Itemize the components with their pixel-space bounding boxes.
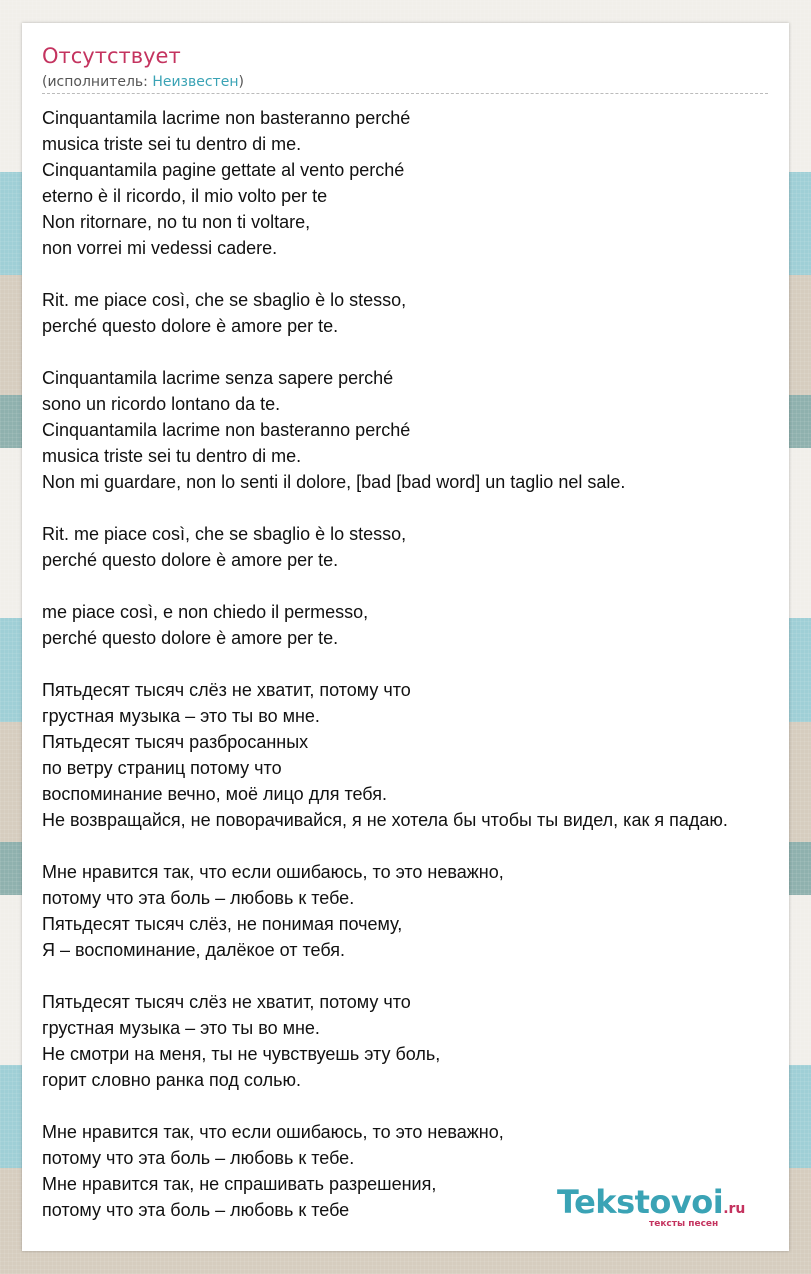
lyrics-line: perché questo dolore è amore per te.: [42, 316, 339, 336]
lyrics-stanza: [42, 599, 811, 651]
lyrics-line: горит словно ранка под солью.: [42, 1070, 302, 1090]
lyrics-line: musica triste sei tu dentro di me.: [42, 134, 302, 154]
lyrics-line: Пятьдесят тысяч слёз, не понимая почему,: [42, 914, 403, 934]
lyrics-line: Мне нравится так, что если ошибаюсь, то это неважно,: [42, 862, 504, 882]
lyrics-line: Cinquantamila lacrime non basteranno perché: [42, 108, 411, 128]
lyrics-line: Пятьдесят тысяч разбросанных: [42, 732, 309, 752]
lyrics-line: Non mi guardare, non lo senti il dolore, [bad [bad word] un taglio nel sale.: [42, 472, 626, 492]
lyrics-line: Мне нравится так, не спрашивать разрешения,: [42, 1174, 437, 1194]
logo-wordmark: Tekstovoi: [557, 1183, 724, 1221]
lyrics-line: Cinquantamila lacrime senza sapere perché: [42, 368, 394, 388]
song-title: Отсутствует: [42, 44, 181, 68]
lyrics-line: Я – воспоминание, далёкое от тебя.: [42, 940, 346, 960]
artist-suffix: ): [238, 74, 244, 90]
lyrics-line: Non ritornare, no tu non ti voltare,: [42, 212, 311, 232]
artist-link[interactable]: Неизвестен: [152, 74, 239, 90]
artist-prefix: (исполнитель:: [42, 74, 153, 90]
lyrics-line: Rit. me piace così, che se sbaglio è lo stesso,: [42, 524, 407, 544]
lyrics-line: грустная музыка – это ты во мне.: [42, 1018, 320, 1038]
lyrics-line: по ветру страниц потому что: [42, 758, 282, 778]
lyrics-line: Мне нравится так, что если ошибаюсь, то это неважно,: [42, 1122, 504, 1142]
lyrics-line: perché questo dolore è amore per te.: [42, 628, 339, 648]
lyrics-line: грустная музыка – это ты во мне.: [42, 706, 320, 726]
lyrics-line: потому что эта боль – любовь к тебе.: [42, 1148, 355, 1168]
lyrics-line: perché questo dolore è amore per te.: [42, 550, 339, 570]
lyrics-line: Не возвращайся, не поворачивайся, я не хотела бы чтобы ты видел, как я падаю.: [42, 810, 728, 830]
lyrics-line: musica triste sei tu dentro di me.: [42, 446, 302, 466]
lyrics-stanza: [42, 287, 811, 339]
lyrics-stanza: [42, 859, 811, 963]
lyrics-line: Пятьдесят тысяч слёз не хватит, потому что: [42, 680, 411, 700]
lyrics-line: non vorrei mi vedessi cadere.: [42, 238, 278, 258]
lyrics-stanza: [42, 521, 811, 573]
lyrics-line: потому что эта боль – любовь к тебе: [42, 1200, 350, 1220]
lyrics-stanza: [42, 105, 811, 261]
logo-tld: .ru: [723, 1201, 746, 1217]
lyrics-text: [42, 105, 811, 1249]
logo-tagline: тексты песен: [649, 1219, 719, 1229]
artist-line: [42, 73, 244, 91]
lyrics-line: Cinquantamila pagine gettate al vento perché: [42, 160, 405, 180]
lyrics-line: eterno è il ricordo, il mio volto per te: [42, 186, 328, 206]
lyrics-line: воспоминание вечно, моё лицо для тебя.: [42, 784, 387, 804]
lyrics-line: sono un ricordo lontano da te.: [42, 394, 281, 414]
lyrics-stanza: [42, 989, 811, 1093]
lyrics-line: потому что эта боль – любовь к тебе.: [42, 888, 355, 908]
lyrics-stanza: [42, 365, 811, 495]
lyrics-line: Пятьдесят тысяч слёз не хватит, потому что: [42, 992, 411, 1012]
lyrics-card: [22, 23, 789, 1251]
lyrics-line: Cinquantamila lacrime non basteranno perché: [42, 420, 411, 440]
header-divider: [42, 93, 768, 94]
lyrics-stanza: [42, 677, 811, 833]
lyrics-line: Rit. me piace così, che se sbaglio è lo stesso,: [42, 290, 407, 310]
lyrics-line: Не смотри на меня, ты не чувствуешь эту боль,: [42, 1044, 441, 1064]
site-logo[interactable]: [557, 1183, 746, 1229]
lyrics-line: me piace così, e non chiedo il permesso,: [42, 602, 369, 622]
